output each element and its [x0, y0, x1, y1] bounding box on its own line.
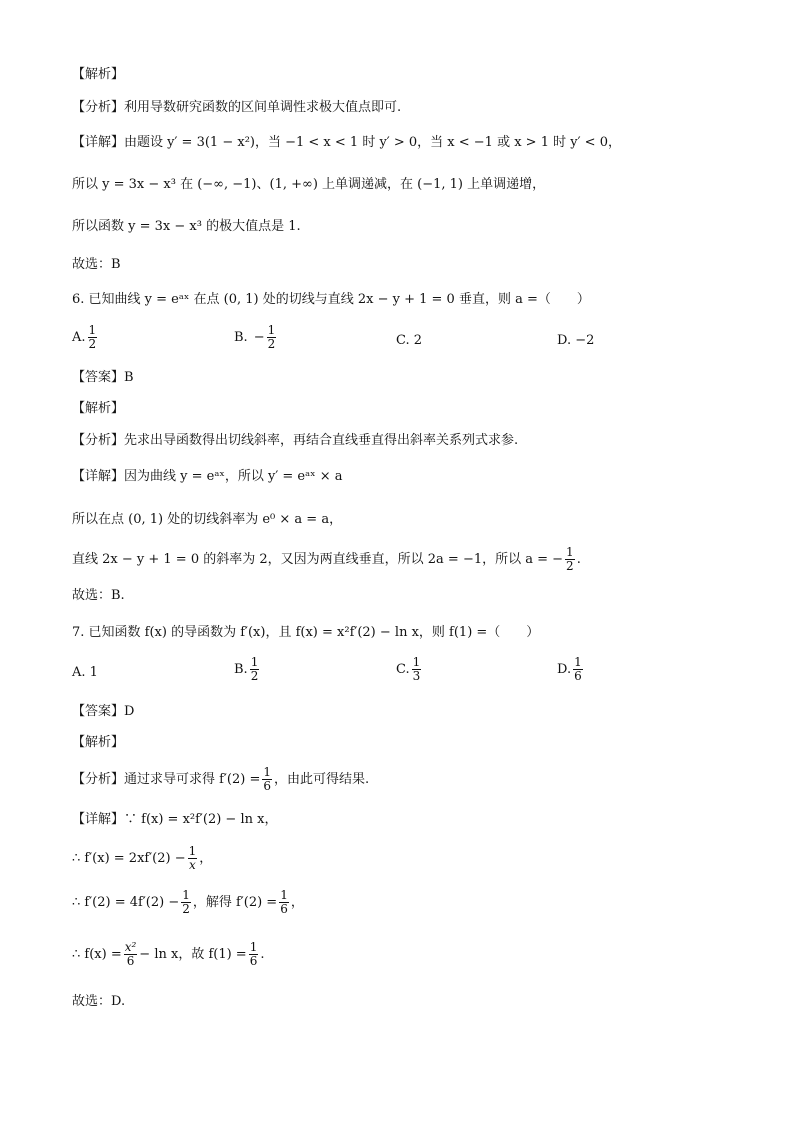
fraction — [573, 656, 583, 683]
fraction — [124, 941, 138, 968]
numerator: 1 — [250, 655, 259, 669]
denominator: 3 — [412, 669, 421, 683]
q7-stem: 7. 已知函数 f(x) 的导函数为 f′(x)，且 f(x) = x²f′(2) − ln x，则 f(1) =（ ） — [72, 625, 540, 640]
q7-choose: 故选：D. — [72, 994, 126, 1009]
denominator: 2 — [88, 337, 97, 351]
q7-option-d — [557, 656, 585, 683]
q5-line2: 所以 y = 3x − x³ 在 (−∞, −1)、(1, +∞) 上单调递减，在 (−1, 1) 上单调递增， — [72, 177, 546, 192]
q7-fenxi — [72, 766, 369, 793]
fraction — [188, 845, 198, 872]
fraction — [249, 941, 259, 968]
q6-option-d: D. −2 — [557, 333, 595, 348]
minus-sign: − — [253, 330, 265, 345]
q6-option-c: C. 2 — [396, 333, 423, 348]
option-label: B. — [234, 662, 248, 677]
denominator: 2 — [267, 337, 276, 351]
line-text: ∴ f(x) = — [72, 946, 122, 962]
denominator: 6 — [574, 669, 582, 683]
fraction — [250, 656, 260, 683]
q6-line2: 所以在点 (0, 1) 处的切线斜率为 e⁰ × a = a， — [72, 512, 343, 527]
line-text: . — [260, 946, 265, 962]
q7-step1 — [72, 845, 212, 872]
numerator: 1 — [280, 888, 288, 902]
q6-option-b — [234, 324, 278, 351]
line-text: ， — [290, 894, 304, 910]
numerator: 1 — [574, 655, 582, 669]
denominator: x — [189, 858, 196, 872]
numerator: 1 — [412, 655, 421, 669]
line-text: . — [576, 551, 581, 567]
q6-detail: 【详解】因为曲线 y = eᵃˣ，所以 y′ = eᵃˣ × a — [72, 469, 343, 484]
q7-analysis-title: 【解析】 — [72, 735, 125, 750]
fraction — [565, 546, 575, 573]
q7-option-b — [234, 656, 261, 683]
fraction — [262, 766, 272, 793]
q6-stem: 6. 已知曲线 y = eᵃˣ 在点 (0, 1) 处的切线与直线 2x − y + 1 = 0 垂直，则 a =（ ） — [72, 292, 590, 307]
line-text: 直线 2x − y + 1 = 0 的斜率为 2，又因为两直线垂直，所以 2a = −1，所以 a = − — [72, 551, 564, 567]
line-text: 【分析】通过求导可求得 f′(2) = — [72, 771, 261, 787]
q6-option-a — [72, 324, 99, 351]
line-text: ，由此可得结果. — [273, 771, 370, 787]
q5-fenxi: 【分析】利用导数研究函数的区间单调性求极大值点即可. — [72, 100, 402, 115]
denominator: 2 — [250, 669, 259, 683]
option-label: A. — [72, 330, 86, 345]
q6-analysis-title: 【解析】 — [72, 401, 125, 416]
fraction — [181, 889, 191, 916]
q7-option-c — [396, 656, 423, 683]
denominator: 2 — [182, 902, 190, 916]
numerator: 1 — [182, 888, 190, 902]
numerator: 1 — [267, 323, 276, 337]
line-text: ∴ f′(x) = 2xf′(2) − — [72, 850, 186, 866]
q7-option-a: A. 1 — [72, 665, 98, 680]
q7-step3 — [72, 941, 264, 968]
q6-line3 — [72, 546, 581, 573]
denominator: 6 — [263, 779, 271, 793]
q5-analysis-title: 【解析】 — [72, 67, 125, 82]
q7-detail: 【详解】∵ f(x) = x²f′(2) − ln x， — [72, 812, 278, 827]
line-text: ∴ f′(2) = 4f′(2) − — [72, 894, 180, 910]
line-text: ， — [199, 850, 213, 866]
option-label: B. — [234, 330, 248, 345]
denominator: 2 — [566, 559, 574, 573]
numerator: 1 — [249, 940, 258, 954]
option-label: C. — [396, 662, 410, 677]
line-text: − ln x，故 f(1) = — [139, 946, 247, 962]
numerator: 1 — [566, 545, 574, 559]
q5-choose: 故选：B — [72, 257, 121, 272]
numerator: 1 — [188, 844, 197, 858]
q7-answer: 【答案】D — [72, 704, 135, 719]
q6-answer: 【答案】B — [72, 370, 134, 385]
numerator: 1 — [263, 765, 271, 779]
numerator: 1 — [88, 323, 97, 337]
numerator: x² — [124, 940, 137, 954]
fraction — [412, 656, 422, 683]
fraction — [267, 324, 277, 351]
denominator: 6 — [126, 954, 135, 968]
q7-step2 — [72, 889, 304, 916]
q5-detail: 【详解】由题设 y′ = 3(1 − x²)，当 −1 < x < 1 时 y′ > 0，当 x < −1 或 x > 1 时 y′ < 0， — [72, 135, 621, 150]
option-label: D. — [557, 662, 572, 677]
q5-line3: 所以函数 y = 3x − x³ 的极大值点是 1. — [72, 219, 301, 234]
fraction — [279, 889, 289, 916]
line-text: ，解得 f′(2) = — [192, 894, 278, 910]
fraction — [88, 324, 98, 351]
denominator: 6 — [249, 954, 258, 968]
q6-choose: 故选：B. — [72, 588, 125, 603]
denominator: 6 — [280, 902, 288, 916]
q6-fenxi: 【分析】先求出导函数得出切线斜率，再结合直线垂直得出斜率关系列式求参. — [72, 433, 519, 448]
